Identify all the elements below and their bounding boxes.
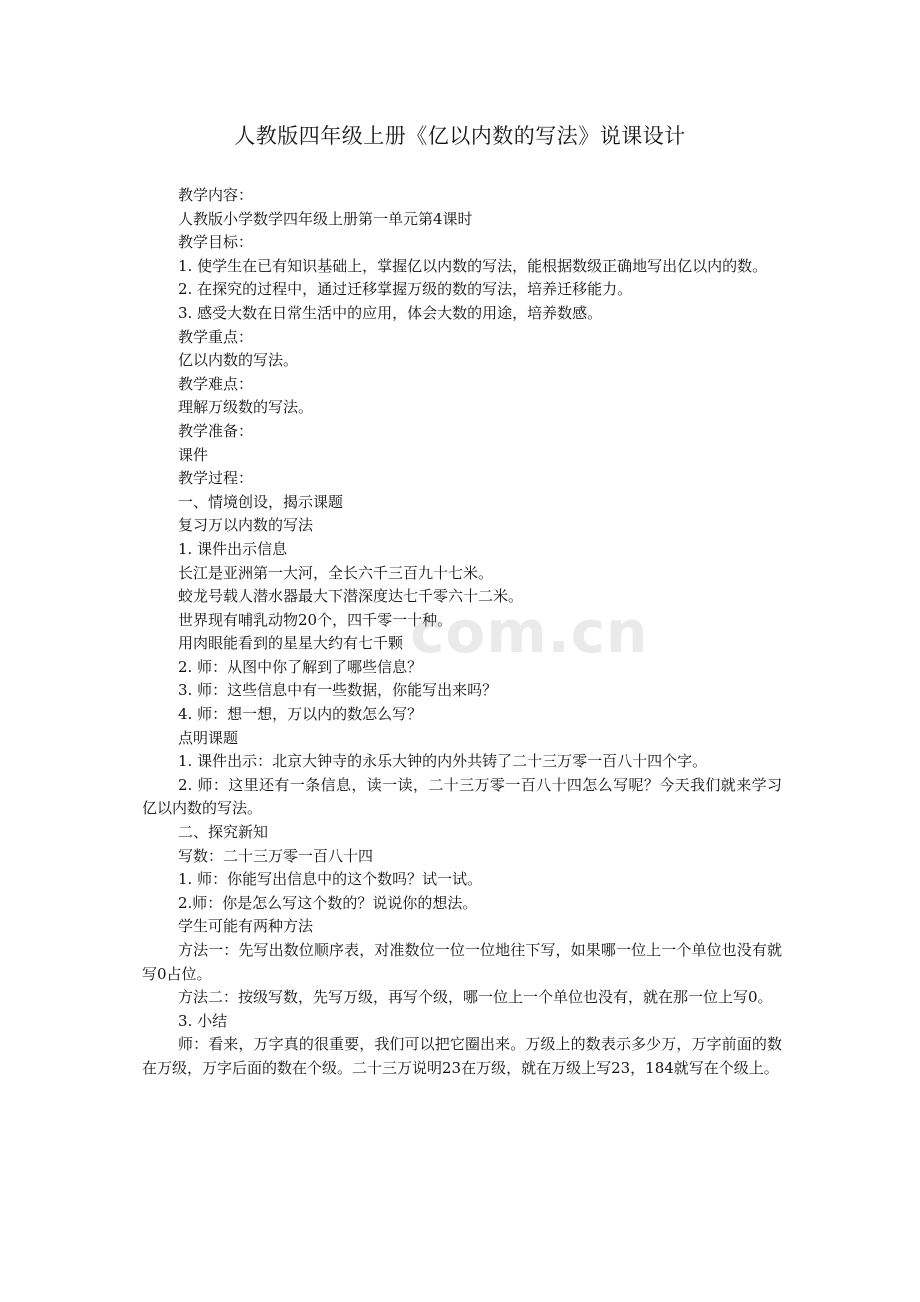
paragraph: 复习万以内数的写法 bbox=[178, 516, 314, 535]
paragraph: 课件 bbox=[178, 445, 209, 464]
paragraph: 1. 课件出示：北京大钟寺的永乐大钟的内外共铸了二十三万零一百八十四个字。 bbox=[178, 752, 708, 771]
document-title: 人教版四年级上册《亿以内数的写法》说课设计 bbox=[234, 124, 686, 148]
paragraph: 教学目标： bbox=[178, 233, 254, 252]
paragraph: 世界现有哺乳动物20个，四千零一十种。 bbox=[178, 610, 453, 629]
paragraph: 2. 师：这里还有一条信息，读一读，二十三万零一百八十四怎么写呢？今天我们就来学习亿以内数的写法。 bbox=[142, 775, 782, 818]
paragraph: 1. 使学生在已有知识基础上，掌握亿以内数的写法，能根据数级正确地写出亿以内的数。 bbox=[178, 256, 768, 275]
paragraph: 3. 感受大数在日常生活中的应用，体会大数的用途，培养数感。 bbox=[178, 303, 603, 322]
paragraph: 教学内容： bbox=[178, 186, 254, 204]
paragraph: 教学难点： bbox=[178, 374, 254, 393]
paragraph: 教学过程： bbox=[178, 469, 254, 488]
paragraph: 4. 师：想一想，万以内的数怎么写？ bbox=[178, 705, 423, 724]
paragraph: 二、探究新知 bbox=[178, 823, 269, 842]
paragraph: 理解万级数的写法。 bbox=[178, 398, 314, 417]
paragraph: 一、情境创设，揭示课题 bbox=[178, 492, 344, 511]
paragraph: 学生可能有两种方法 bbox=[178, 917, 314, 936]
paragraph: 蛟龙号载人潜水器最大下潜深度达七千零六十二米。 bbox=[178, 587, 524, 606]
paragraph: 教学准备： bbox=[178, 421, 254, 440]
paragraph: 1. 课件出示信息 bbox=[178, 539, 288, 558]
watermark: com.cn bbox=[410, 598, 649, 666]
paragraph: 教学重点： bbox=[178, 327, 254, 346]
paragraph: 点明课题 bbox=[178, 728, 239, 747]
paragraph: 2. 在探究的过程中，通过迁移掌握万级的数的写法，培养迁移能力。 bbox=[178, 280, 633, 299]
paragraph: 师：看来，万字真的很重要，我们可以把它圈出来。万级上的数表示多少万，万字前面的数在万级，万字后面的数在个级。二十三万说明23在万级，就在万级上写23，184就写在个级上。 bbox=[142, 1035, 782, 1077]
document-body bbox=[142, 184, 782, 1081]
paragraph: 方法二：按级写数，先写万级，再写个级，哪一位上一个单位也没有，就在那一位上写0。 bbox=[178, 988, 773, 1007]
paragraph: 1. 师：你能写出信息中的这个数吗？试一试。 bbox=[178, 870, 483, 889]
paragraph: 亿以内数的写法。 bbox=[178, 351, 299, 370]
paragraph: 写数：二十三万零一百八十四 bbox=[178, 846, 374, 865]
paragraph: 方法一：先写出数位顺序表，对准数位一位一位地往下写，如果哪一位上一个单位也没有就写0占位。 bbox=[142, 941, 782, 983]
paragraph: 人教版小学数学四年级上册第一单元第4课时 bbox=[178, 209, 473, 228]
paragraph: 用肉眼能看到的星星大约有七千颗 bbox=[178, 634, 404, 653]
paragraph: 2.师：你是怎么写这个数的？说说你的想法。 bbox=[178, 893, 478, 912]
paragraph: 长江是亚洲第一大河，全长六千三百九十七米。 bbox=[178, 563, 494, 582]
paragraph: 2. 师：从图中你了解到了哪些信息？ bbox=[178, 657, 423, 676]
paragraph: 3. 小结 bbox=[178, 1011, 228, 1030]
paragraph: 3. 师：这些信息中有一些数据，你能写出来吗？ bbox=[178, 681, 498, 700]
